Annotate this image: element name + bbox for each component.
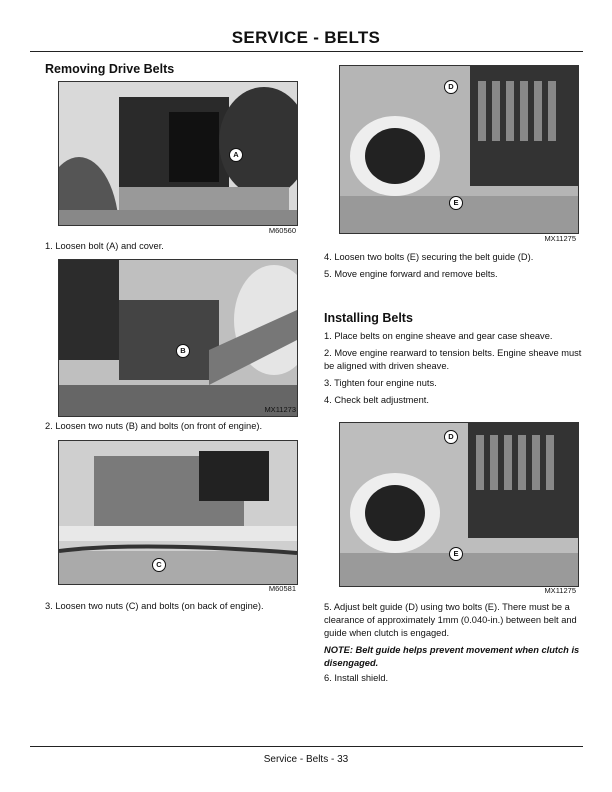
step-text: 5. Move engine forward and remove belts. — [324, 269, 498, 279]
step-text: 5. Adjust belt guide (D) using two bolts (E). There must be a clearance of approximately 1mm (0.040-in.) between belt and guide when clutch is engaged. — [324, 602, 577, 638]
section-heading-installing: Installing Belts — [324, 311, 413, 325]
callout-c: C — [152, 558, 166, 572]
step-text: 2. Loosen two nuts (B) and bolts (on front of engine). — [45, 421, 263, 431]
step-text: 1. Loosen bolt (A) and cover. — [45, 241, 164, 251]
callout-e: E — [449, 547, 463, 561]
step-text: 3. Loosen two nuts (C) and bolts (on back of engine). — [45, 601, 264, 611]
figure-id: MX11275 — [544, 234, 576, 243]
callout-d: D — [444, 80, 458, 94]
figure-id: MX11273 — [264, 405, 296, 414]
callout-a: A — [229, 148, 243, 162]
step-text: 6. Install shield. — [324, 673, 389, 683]
step-text: 4. Loosen two bolts (E) securing the belt guide (D). — [324, 252, 534, 262]
step-text: 3. Tighten four engine nuts. — [324, 378, 437, 388]
figure-id: M60560 — [268, 226, 296, 235]
figure-photo-belt-guide-2 — [339, 422, 579, 587]
step-text: 2. Move engine rearward to tension belts. Engine sheave must be aligned with driven sheave. — [324, 348, 582, 371]
callout-b: B — [176, 344, 190, 358]
page-footer: Service - Belts - 33 — [263, 754, 349, 765]
callout-e: E — [449, 196, 463, 210]
figure-id: MX11275 — [544, 586, 576, 595]
figure-id: M60581 — [268, 584, 296, 593]
figure-photo-engine-b — [58, 259, 298, 417]
footer-rule — [30, 746, 583, 747]
section-heading-removing: Removing Drive Belts — [45, 62, 175, 76]
figure-photo-engine-c — [58, 440, 298, 585]
figure-photo-engine-a — [58, 81, 298, 226]
callout-d: D — [444, 430, 458, 444]
step-text: 1. Place belts on engine sheave and gear case sheave. — [324, 331, 553, 341]
title-rule — [30, 51, 583, 52]
step-text: 4. Check belt adjustment. — [324, 395, 429, 405]
page-title: SERVICE - BELTS — [231, 28, 381, 47]
note-text: NOTE: Belt guide helps prevent movement when clutch is disengaged. — [324, 645, 580, 668]
